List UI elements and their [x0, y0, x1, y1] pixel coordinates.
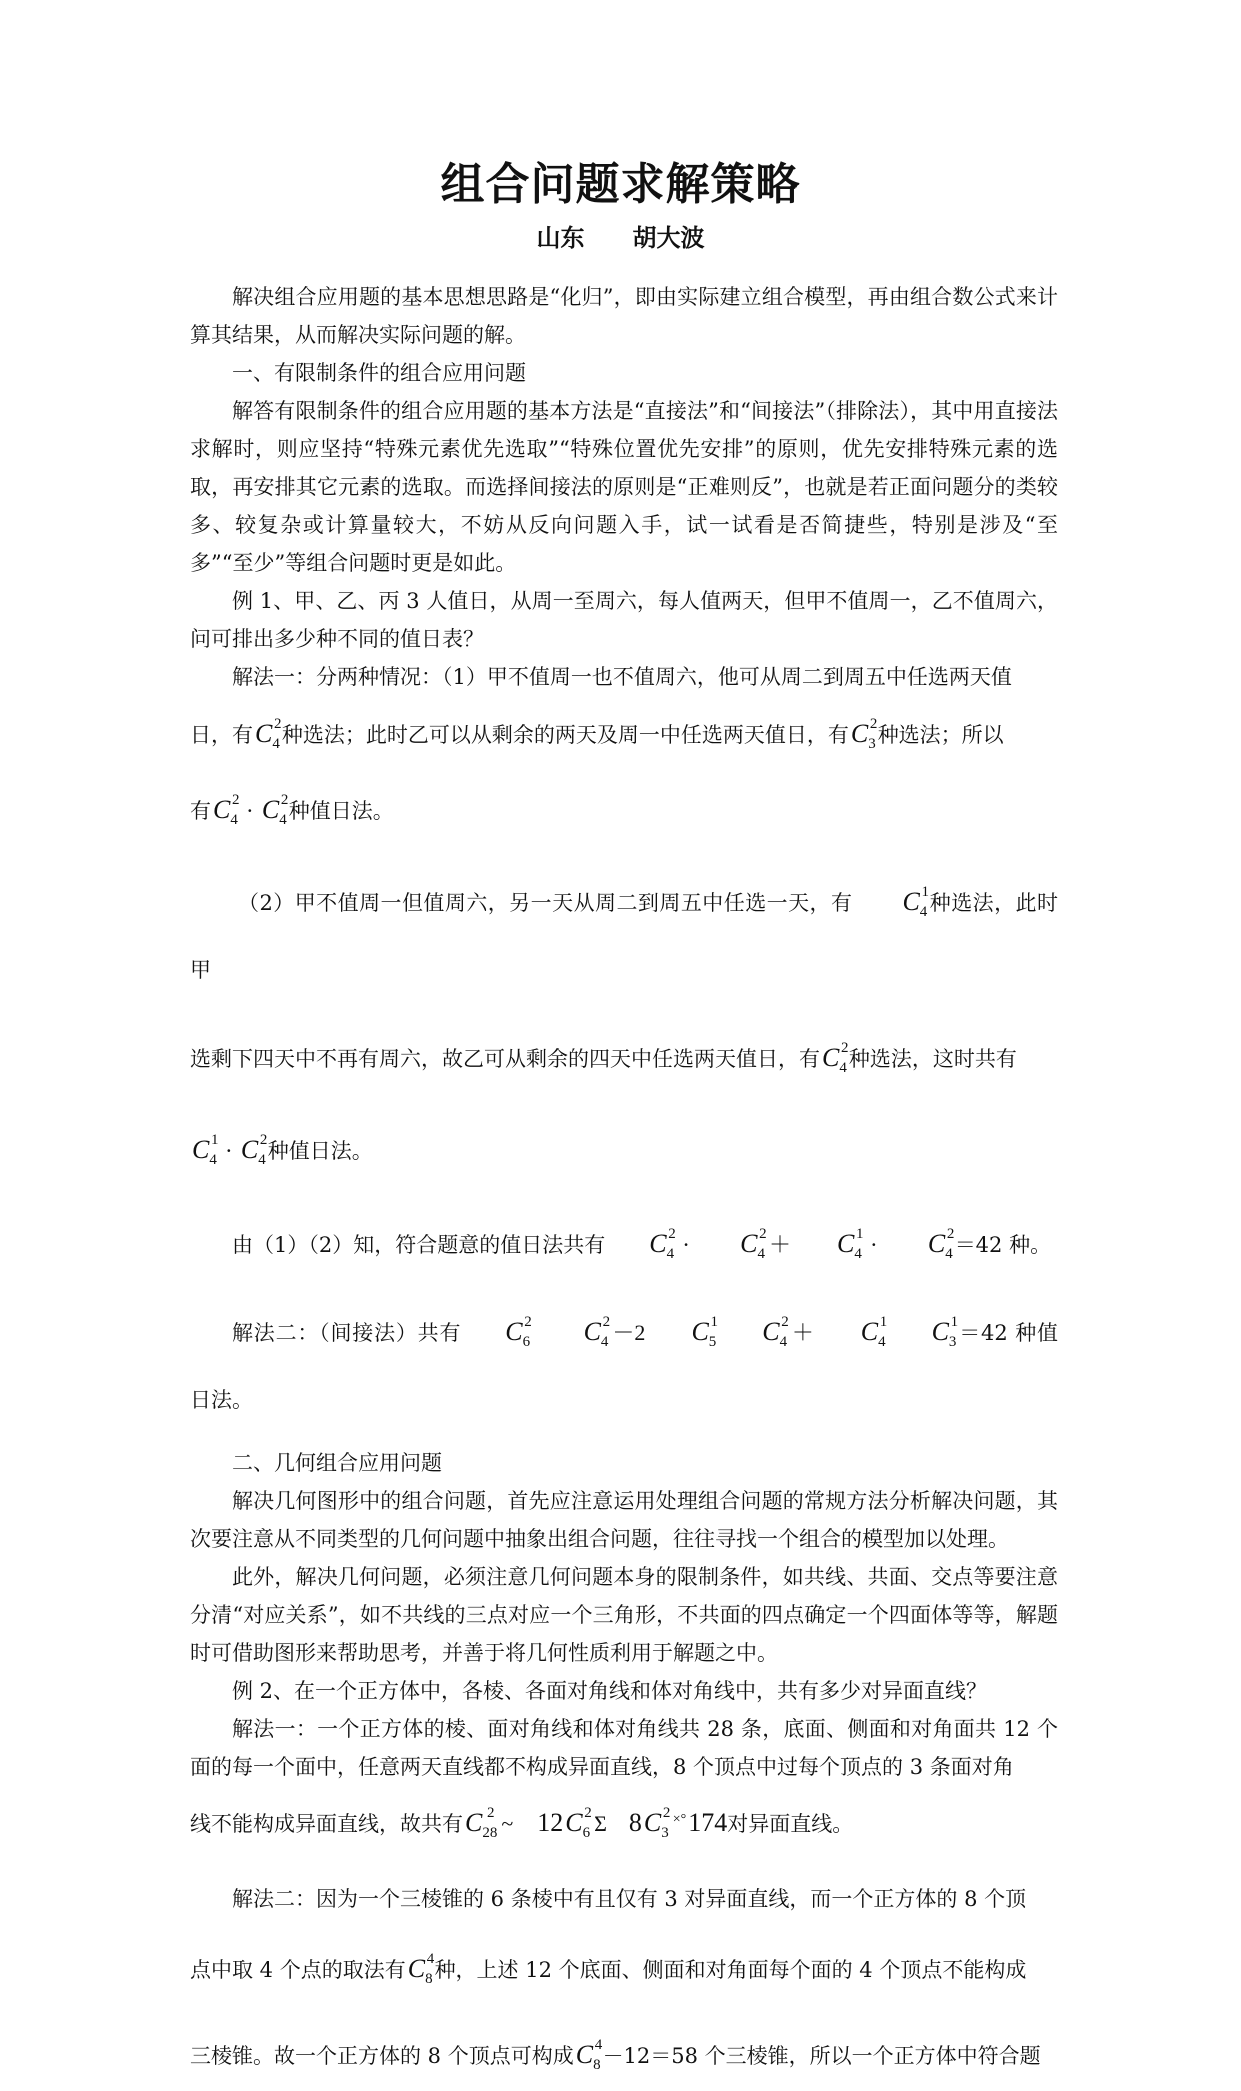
example-2-solution-2-line-2: 点中取 4 个点的取法有$C_8$ 4 种，上述 12 个底面、侧面和对角面每个面的 4 个顶点不能构成	[190, 1951, 1027, 1987]
case-2-line-2: 选剩下四天中不再有周六，故乙可从剩余的四天中任选两天值日，有$C_4$ 2 种选法，这时共有	[190, 1040, 1017, 1076]
paragraph-geometry-2: 此外，解决几何问题，必须注意几何问题本身的限制条件，如共线、共面、交点等要注意分清“对应关系”，如不共线的三点对应一个三角形，不共面的四点确定一个四面体等等，解题时可借助图形来帮助思考，并善于将几何性质利用于解题之中。	[190, 1565, 1058, 1665]
paragraph-methods: 解答有限制条件的组合应用题的基本方法是“直接法”和“间接法”（排除法），其中用直接法求解时，则应坚持“特殊元素优先选取”“特殊位置优先安排”的原则，优先安排特殊元素的选取，再安排其它元素的选取。而选择间接法的原则是“正难则反”，也就是若正面问题分的类较多、较复杂或计算量较大，不妨从反向问题入手，试一试看是否简捷些，特别是涉及“至多”“至少”等组合问题时更是如此。	[190, 399, 1058, 575]
example-2-solution-1-line-3: 线不能构成异面直线，故共有$C_{28}$ 2 ~ $12C_6$ 2 Σ $8C_3$ 2 ×°174对异面直线。	[190, 1805, 854, 1841]
example-2: 例 2、在一个正方体中，各棱、各面对角线和体对角线中，共有多少对异面直线？	[232, 1679, 988, 1703]
paragraph-geometry: 解决几何图形中的组合问题，首先应注意运用处理组合问题的常规方法分析解决问题，其次要注意从不同类型的几何问题中抽象出组合问题，往往寻找一个组合的模型加以处理。	[190, 1489, 1058, 1551]
math-c-3-2: $C_3$ 2	[850, 716, 878, 752]
case-2-line-3: $C_4$ 1 · $C_4$ 2 种值日法。	[192, 1132, 373, 1168]
example-2-solution-1: 解法一：一个正方体的棱、面对角线和体对角线共 28 条，底面、侧面和对角面共 12 个面的每一个面中，任意两天直线都不构成异面直线，8 个顶点中过每个顶点的 3 条面对角	[190, 1717, 1058, 1779]
section-heading-2: 二、几何组合应用问题	[232, 1451, 442, 1475]
author-region: 山东	[536, 223, 585, 252]
author-line	[0, 218, 1241, 253]
author-name: 胡大波	[632, 223, 705, 252]
document-body	[190, 278, 1058, 2091]
example-2-solution-2-line-1: 解法二：因为一个三棱锥的 6 条棱中有且仅有 3 对异面直线，而一个正方体的 8 个顶	[232, 1887, 1027, 1911]
solution-1-method-2: 解法二：（间接法）共有 $C_6$ 2 $C_4$ 2 －2 $C_5$ 1 $C_4$ 2 ＋ $C_4$ 1 $C_3$ 1 ＝42 种值日法。	[190, 1314, 1058, 1412]
example-1: 例 1、甲、乙、丙 3 人值日，从周一至周六，每人值两天，但甲不值周一，乙不值周六，问可排出多少种不同的值日表？	[190, 589, 1058, 651]
example-2-solution-2-line-3: 三棱锥。故一个正方体的 8 个顶点可构成$C_8$ 4 －12＝58 个三棱锥，所以一个正方体中符合题	[190, 2037, 1041, 2073]
solution-1-line-2: 日，有$C_4$ 2 种选法；此时乙可以从剩余的两天及周一中任选两天值日，有$C_3$ 2 种选法；所以	[190, 702, 1058, 770]
solution-1-line-1: 解法一：分两种情况：（1）甲不值周一也不值周六，他可从周二到周五中任选两天值	[232, 665, 1012, 689]
case-2-line-1: （2）甲不值周一但值周六，另一天从周二到周五中任选一天，有 $C_4$ 1 种选法，此时甲	[190, 884, 1059, 982]
document-title: 组合问题求解策略	[440, 159, 801, 210]
solution-1-line-3: 有$C_4$ 2 · $C_4$ 2 种值日法。	[190, 792, 394, 828]
math-c-4-2: $C_4$ 2	[255, 716, 282, 752]
paragraph-intro: 解决组合应用题的基本思想思路是“化归”，即由实际建立组合模型，再由组合数公式来计算其结果，从而解决实际问题的解。	[190, 285, 1058, 347]
conclusion-1: 由（1）（2）知，符合题意的值日法共有 $C_4$ 2 · $C_4$ 2 ＋ $C_4$ 1 · $C_4$ 2 ＝42 种。	[232, 1226, 1052, 1262]
section-heading-1: 一、有限制条件的组合应用问题	[232, 361, 526, 385]
